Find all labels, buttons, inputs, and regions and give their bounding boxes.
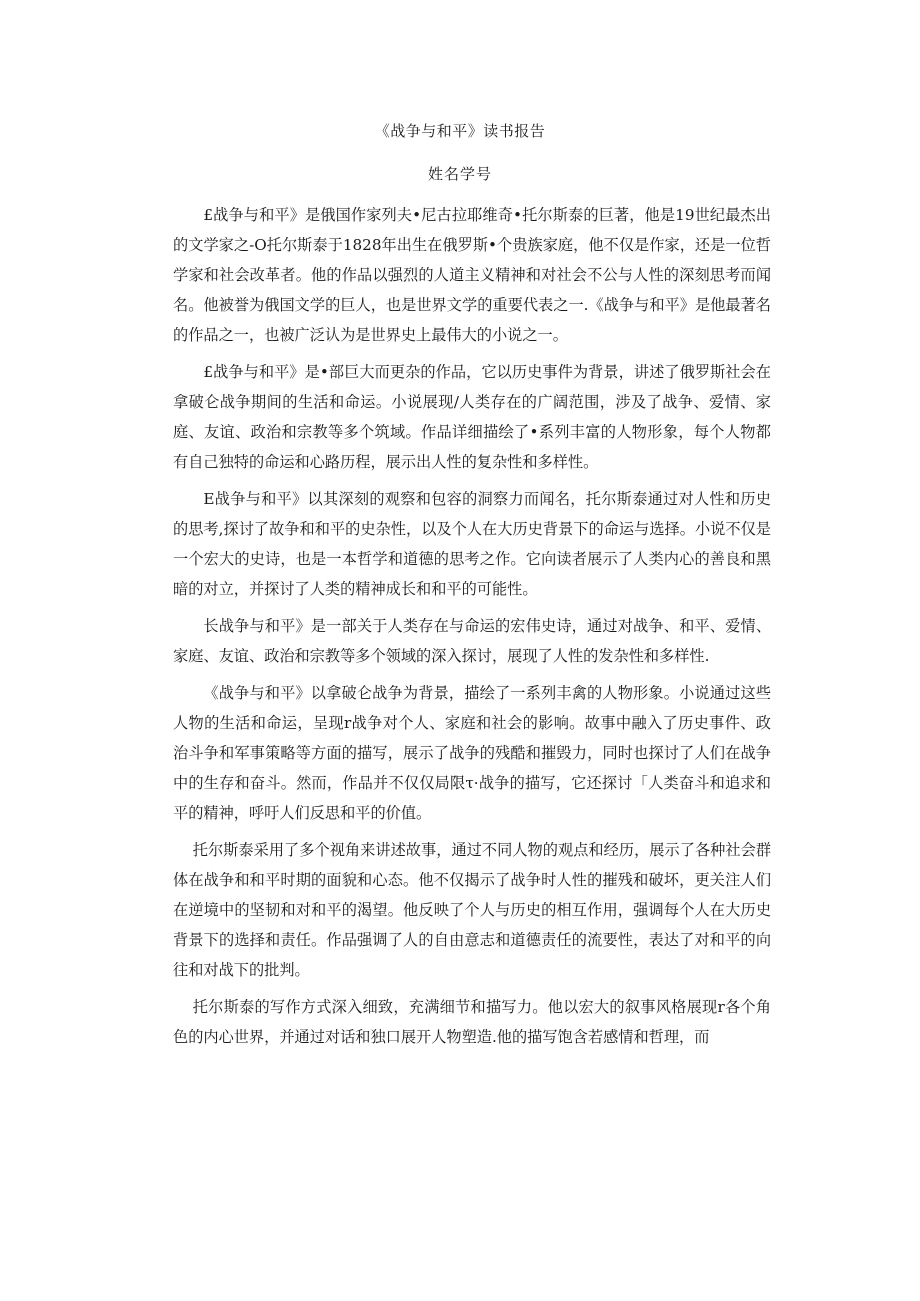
paragraph-insight: E战争与和平》以其深刻的观察和包容的洞察力而闻名，托尔斯泰通过对人性和历史的思考,探讨了故争和和平的史杂性，以及个人在大历史背景下的命运与选择。小说不仅是一个宏大的史诗，也是一本哲学和道德的思考之作。它向读者展示了人类内心的善良和黑暗的对立，并探讨了人类的精神成长和和平的可能性。	[173, 490, 771, 598]
paragraph-war-impact: 《战争与和平》以拿破仑战争为背景，描绘了一系列丰禽的人物形象。小说通过这些人物的生活和命运，呈现r战争对个人、家庭和社会的影响。故事中融入了历史事件、政治斗争和军事策略等方面的描写，展示了战争的残酷和摧毁力，同时也探讨了人们在战争中的生存和奋斗。然而，作品并不仅仅局限τ·战争的描写，它还探讨「人类奋斗和追求和平的精神，呼吁人们反思和平的价值。	[173, 684, 771, 822]
paragraph-work-overview: £战争与和平》是•部巨大而更杂的作品，它以历史事件为背景，讲述了俄罗斯社会在拿破仑战争期间的生活和命运。小说展现/人类存在的广阔范围，涉及了战争、爱情、家庭、友谊、政治和宗教等多个筑域。作品详细描绘了•系列丰富的人物形象，每个人物都有自己独特的命运和心路历程，展示出人性的复杂性和多样性。	[173, 363, 771, 471]
paragraph-perspectives: 托尔斯泰采用了多个视角来讲述故事，通过不同人物的观点和经历，展示了各种社会群体在战争和和平时期的面貌和心态。他不仅揭示了战争时人性的摧残和破坏，更关注人们在逆境中的坚韧和对和平的渴望。他反映了个人与历史的相互作用，强调每个人在大历史背景下的选择和责任。作品强调了人的自由意志和道德责任的流要性，表达了对和平的向往和对战下的批判。	[173, 841, 771, 979]
report-title: 《战争与和平》读书报告	[374, 122, 546, 140]
name-student-id-line: 姓名学号	[427, 165, 492, 183]
paragraph-writing-style: 托尔斯泰的写作方式深入细致，充满细节和描写力。他以宏大的叙事风格展现r各个角色的内心世界，并通过对话和独口展开人物塑造.他的描写饱含若感情和哲理，而	[173, 998, 771, 1046]
paragraph-author-intro: £战争与和平》是俄国作家列夫•尼古拉耶维奇•托尔斯泰的巨著，他是19世纪最杰出的文学家之-O托尔斯泰于1828年出生在俄罗斯•个贵族家庭，他不仅是作家，还是一位哲学家和社会改革者。他的作品以强烈的人道主义精神和对社会不公与人性的深刻思考而闻名。他被誉为俄国文学的巨人，也是世界文学的重要代表之一.《战争与和平》是他最著名的作品之一，也被广泛认为是世界史上最伟大的小说之一。	[173, 206, 771, 344]
report-body	[173, 200, 771, 1059]
paragraph-epic-summary: 长战争与和平》是一部关于人类存在与命运的宏伟史诗，通过对战争、和平、爱情、家庭、友谊、政治和宗教等多个领域的深入探讨，展现了人性的发杂性和多样性.	[173, 617, 771, 665]
